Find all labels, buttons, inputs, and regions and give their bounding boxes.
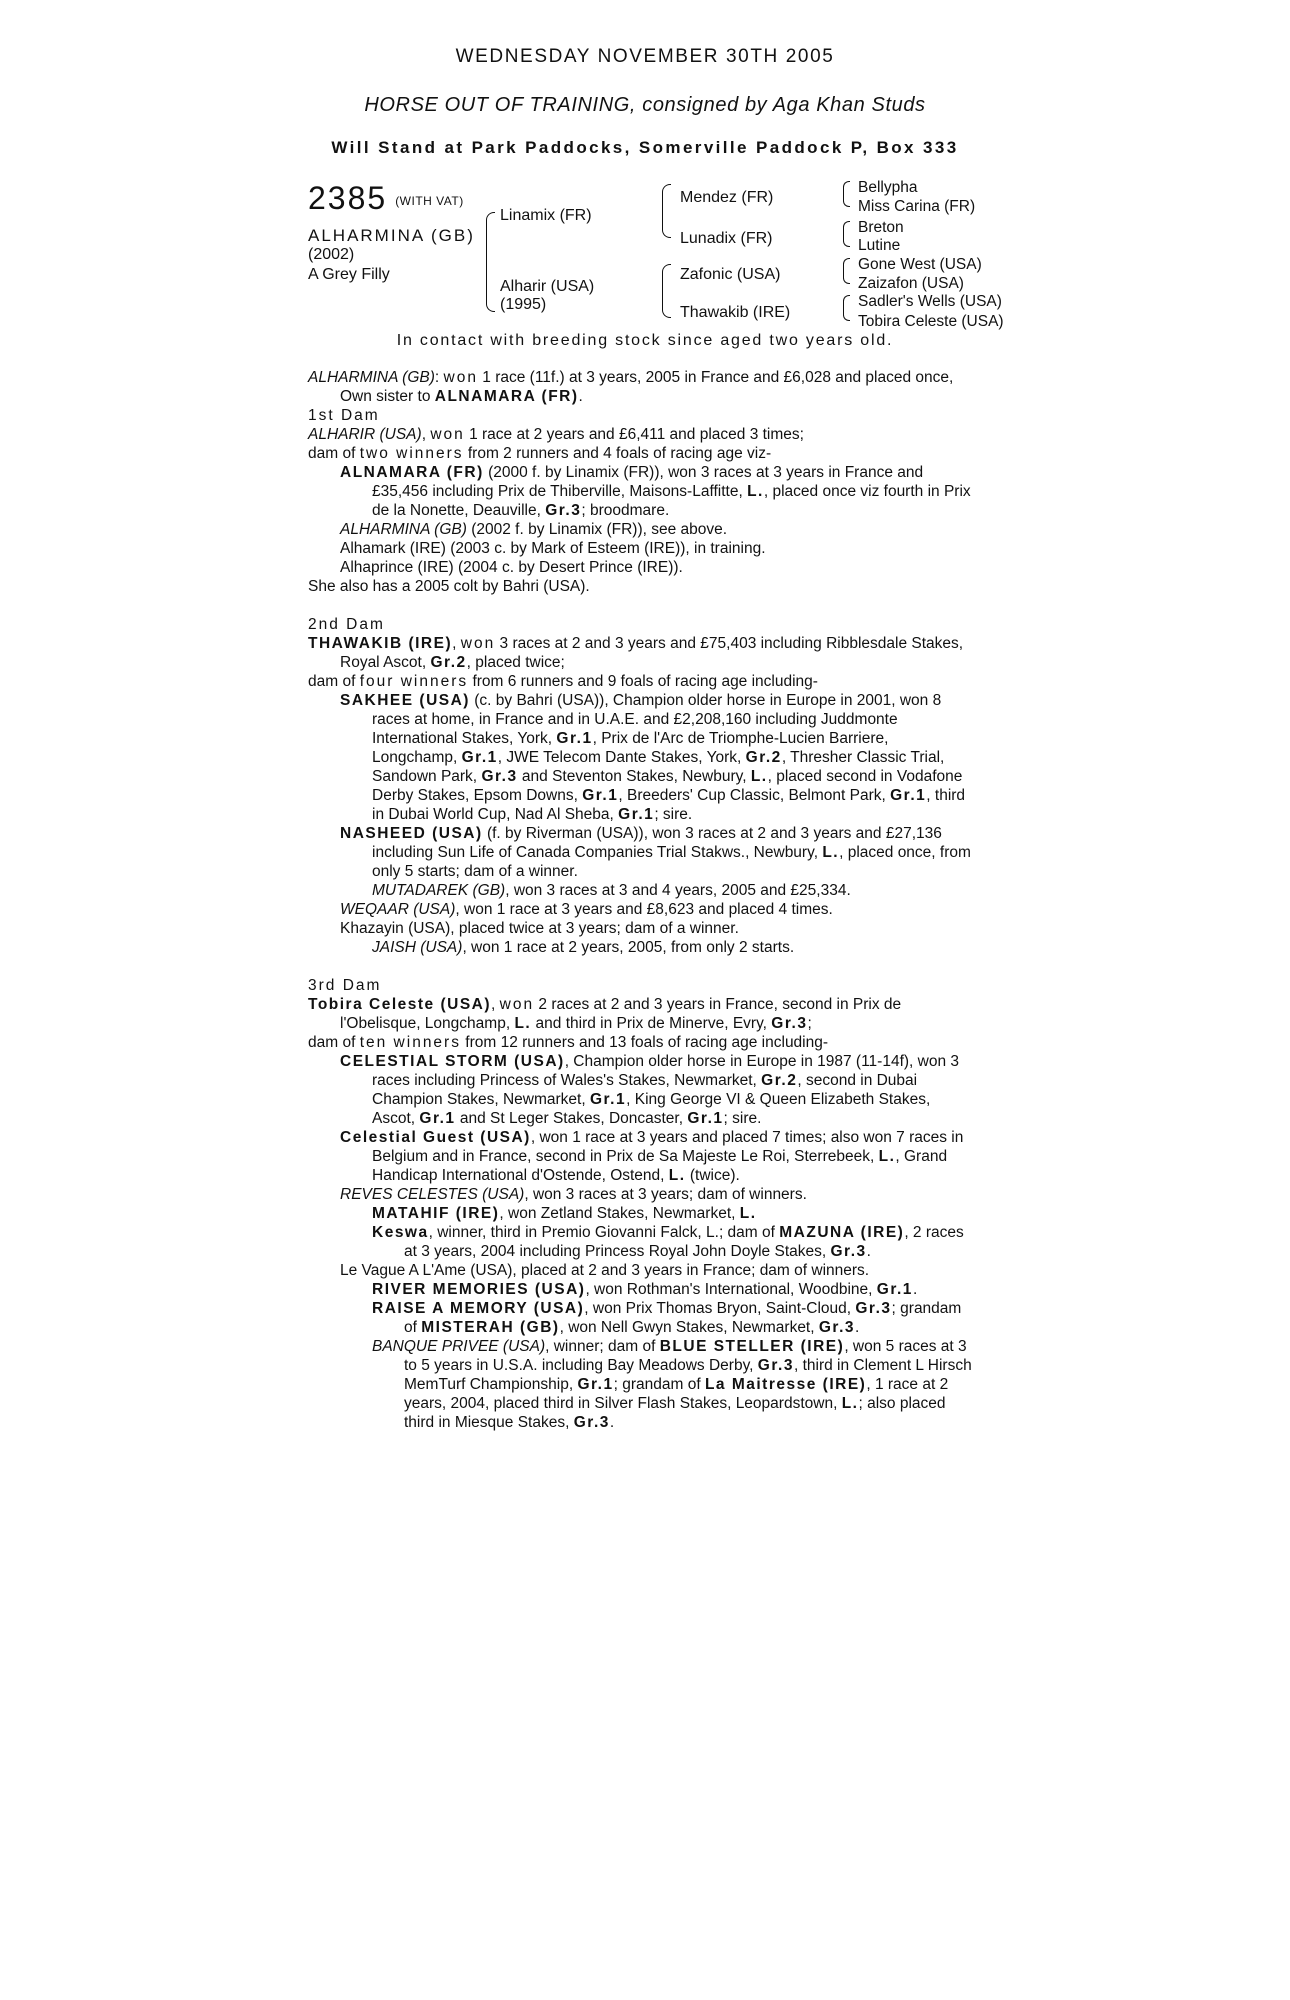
intro-paragraph <box>308 368 976 406</box>
listed-mark: L. <box>747 483 764 500</box>
produce-record: , Prix de l'Arc de Triomphe-Lucien Barriere, Longchamp, <box>372 730 889 766</box>
produce-name: MISTERAH (GB) <box>421 1319 560 1336</box>
fourth-gen-2: Miss Carina (FR) <box>858 198 976 215</box>
produce-record: , second in Dubai Champion Stakes, Newmarket, <box>372 1072 918 1108</box>
sale-date: WEDNESDAY NOVEMBER 30TH 2005 <box>455 46 835 67</box>
produce-record: , Thresher Classic Trial, Sandown Park, <box>372 749 945 785</box>
group-mark: Gr.1 <box>461 749 498 766</box>
won-word: won <box>430 426 465 443</box>
group-mark: Gr.1 <box>618 806 655 823</box>
listed-mark: L. <box>841 1395 859 1412</box>
produce-name: BANQUE PRIVEE (USA) <box>372 1338 546 1355</box>
punct: . <box>855 1319 860 1336</box>
sire-sire: Mendez (FR) <box>680 189 774 206</box>
produce-record: (2002 f. by Linamix (FR)), see above. <box>471 521 728 538</box>
race-record: 1 race at 2 years and £6,411 and placed 3 times; <box>469 426 804 443</box>
produce-record: , won 1 race at 2 years, 2005, from only 2 starts. <box>462 939 795 956</box>
listed-mark: L. <box>750 768 768 785</box>
group-mark: Gr.1 <box>687 1110 724 1127</box>
group-mark: Gr.3 <box>855 1300 892 1317</box>
punct: , <box>421 426 426 443</box>
pedigree-brace-g3 <box>843 258 850 284</box>
produce-name: SAKHEE (USA) <box>340 692 470 709</box>
dam-of: dam of <box>308 1034 356 1051</box>
produce-record: ; grandam of <box>613 1376 701 1393</box>
punct: . <box>866 1243 871 1260</box>
fourth-gen-8: Tobira Celeste (USA) <box>858 313 1004 330</box>
listed-mark: L. <box>822 844 840 861</box>
first-dam-section <box>308 406 976 596</box>
horse-name-ref: ALHARMINA (GB) <box>308 369 435 386</box>
sire: Linamix (FR) <box>500 207 592 224</box>
produce-note: She also has a 2005 colt by Bahri (USA). <box>308 578 590 595</box>
race-record: 3 races at 2 and 3 years and £75,403 including Ribblesdale Stakes, Royal Ascot, <box>340 635 964 671</box>
lot-number-value: 2385 <box>308 180 388 216</box>
produce-record: (f. by Riverman (USA)), won 3 races at 2 and 3 years and £27,136 including Sun Life of Canada Companies Trial Stakws., Newbury, <box>372 825 942 861</box>
race-record: 2 races at 2 and 3 years in France, second in Prix de l'Obelisque, Longchamp, <box>340 996 902 1032</box>
group-mark: Gr.1 <box>556 730 593 747</box>
race-record: , placed twice; <box>466 654 565 671</box>
produce-record: (c. by Bahri (USA)), Champion older horse in Europe in 2001, won 8 races at home, in France and in U.A.E. and £2,208,160 including Juddmonte International Stakes, York, <box>372 692 942 747</box>
produce-record: ; also placed third in Miesque Stakes, <box>404 1395 946 1431</box>
punct: , <box>491 996 496 1013</box>
foals-summary: from 2 runners and 4 foals of racing age viz- <box>467 445 772 462</box>
produce-name: MUTADAREK (GB) <box>372 882 506 899</box>
produce-record: , Grand Handicap International d'Ostende, Ostend, <box>372 1148 948 1184</box>
second-dam-section <box>308 615 976 957</box>
fourth-gen-5: Gone West (USA) <box>858 256 982 273</box>
produce-entry: Alhamark (IRE) (2003 c. by Mark of Esteem (IRE)), in training. <box>340 540 766 557</box>
produce-record: (twice). <box>689 1167 740 1184</box>
group-mark: Gr.2 <box>761 1072 798 1089</box>
produce-record: , third in Dubai World Cup, Nad Al Sheba, <box>372 787 966 823</box>
race-record: and third in Prix de Minerve, Evry, <box>535 1015 767 1032</box>
produce-record: , third in Clement L Hirsch MemTurf Championship, <box>404 1357 972 1393</box>
produce-name: ALNAMARA (FR) <box>340 464 484 481</box>
group-mark: Gr.3 <box>481 768 518 785</box>
horse-year: (2002) <box>308 246 355 263</box>
produce-record: ; sire. <box>654 806 693 823</box>
winners-count: two winners <box>359 445 464 462</box>
fourth-gen-6: Zaizafon (USA) <box>858 275 964 292</box>
group-mark: Gr.3 <box>818 1319 856 1336</box>
group-mark: Gr.1 <box>589 1091 627 1108</box>
dam-dam: Thawakib (IRE) <box>680 304 791 321</box>
produce-entry: Le Vague A L'Ame (USA), placed at 2 and 3 years in France; dam of winners. <box>340 1262 870 1279</box>
produce-name: REVES CELESTES (USA) <box>340 1186 525 1203</box>
produce-entry: Alhaprince (IRE) (2004 c. by Desert Prince (IRE)). <box>340 559 683 576</box>
produce-name: MAZUNA (IRE) <box>779 1224 905 1241</box>
produce-name: WEQAAR (USA) <box>340 901 456 918</box>
produce-name: RAISE A MEMORY (USA) <box>372 1300 585 1317</box>
punct: , <box>452 635 457 652</box>
fourth-gen-3: Breton <box>858 219 904 236</box>
produce-name: La Maitresse (IRE) <box>704 1376 867 1393</box>
listed-mark: L. <box>739 1205 757 1222</box>
sister-name: ALNAMARA (FR) <box>434 388 579 405</box>
winners-count: ten winners <box>359 1034 461 1051</box>
group-mark: Gr.3 <box>757 1357 794 1374</box>
produce-record: ; grandam of <box>404 1300 962 1336</box>
produce-record: (2000 f. by Linamix (FR)), won 3 races at 3 years in France and £35,456 including Prix de Thiberville, Maisons-Laffitte, <box>372 464 924 500</box>
produce-record: , won Zetland Stakes, Newmarket, <box>499 1205 736 1222</box>
produce-name: JAISH (USA) <box>372 939 463 956</box>
produce-record: , won 3 races at 3 and 4 years, 2005 and £25,334. <box>505 882 851 899</box>
foals-summary: from 12 runners and 13 foals of racing age including- <box>465 1034 829 1051</box>
produce-record: , 1 race at 2 years, 2004, placed third in Silver Flash Stakes, Leopardstown, <box>404 1376 949 1412</box>
consignment-line: HORSE OUT OF TRAINING, consigned by Aga Khan Studs <box>364 94 926 116</box>
produce-record: , 2 races at 3 years, 2004 including Princess Royal John Doyle Stakes, <box>404 1224 964 1260</box>
produce-entry: Khazayin (USA), placed twice at 3 years; dam of a winner. <box>340 920 739 937</box>
produce-name: Celestial Guest (USA) <box>340 1129 531 1146</box>
pedigree-brace-main <box>486 212 495 312</box>
pedigree-brace-sire <box>662 184 671 238</box>
lot-number <box>308 180 464 217</box>
produce-record: , placed once, from only 5 starts; dam of a winner. <box>372 844 971 880</box>
pedigree-brace-g2 <box>843 221 850 247</box>
produce-record: , placed once viz fourth in Prix de la Nonette, Deauville, <box>372 483 971 519</box>
produce-name: NASHEED (USA) <box>340 825 483 842</box>
pedigree-brace-dam <box>662 264 671 318</box>
produce-record: , won 1 race at 3 years and placed 7 times; also won 7 races in Belgium and in France, second in Prix de Sa Majeste Le Roi, Sterrebeek, <box>372 1129 964 1165</box>
listed-mark: L. <box>668 1167 686 1184</box>
winners-count: four winners <box>359 673 469 690</box>
group-mark: Gr.3 <box>830 1243 867 1260</box>
third-dam-section <box>308 976 976 1432</box>
produce-record: , winner; dam of <box>545 1338 656 1355</box>
produce-name: RIVER MEMORIES (USA) <box>372 1281 586 1298</box>
dam-name: ALHARIR (USA) <box>308 426 422 443</box>
listed-mark: L. <box>878 1148 896 1165</box>
race-record: 1 race (11f.) at 3 years, 2005 in France and £6,028 and placed once, Own sister to <box>340 369 954 405</box>
punct: : <box>434 369 440 386</box>
produce-record: , winner, third in Premio Giovanni Falck, L.; dam of <box>428 1224 775 1241</box>
produce-name: BLUE STELLER (IRE) <box>659 1338 845 1355</box>
horse-name: ALHARMINA (GB) <box>308 226 475 245</box>
pedigree-brace-g4 <box>843 295 850 321</box>
produce-record: ; broodmare. <box>581 502 670 519</box>
group-mark: Gr.2 <box>745 749 782 766</box>
produce-record: , King George VI & Queen Elizabeth Stakes, Ascot, <box>372 1091 931 1127</box>
produce-record: , JWE Telecom Dante Stakes, York, <box>497 749 742 766</box>
vat-note: (WITH VAT) <box>395 194 464 208</box>
horse-description: A Grey Filly <box>308 266 390 283</box>
dam-of: dam of <box>308 445 356 462</box>
group-mark: Gr.3 <box>545 502 582 519</box>
listed-mark: L. <box>514 1015 532 1032</box>
produce-record: , Champion older horse in Europe in 1987 (11-14f), won 3 races including Princess of Wales's Stakes, Newmarket, <box>372 1053 960 1089</box>
won-word: won <box>499 996 535 1013</box>
group-mark: Gr.1 <box>876 1281 913 1298</box>
produce-name: MATAHIF (IRE) <box>372 1205 500 1222</box>
fourth-gen-4: Lutine <box>858 237 901 254</box>
produce-record: , won 3 races at 3 years; dam of winners. <box>524 1186 807 1203</box>
produce-record: , won Nell Gwyn Stakes, Newmarket, <box>559 1319 815 1336</box>
produce-record: , won Rothman's International, Woodbine, <box>585 1281 873 1298</box>
dam: Alharir (USA) <box>500 278 595 295</box>
dam-name: Tobira Celeste (USA) <box>308 996 492 1013</box>
produce-record: and St Leger Stakes, Doncaster, <box>459 1110 684 1127</box>
produce-record: , won Prix Thomas Bryon, Saint-Cloud, <box>584 1300 852 1317</box>
produce-record: , won 5 races at 3 to 5 years in U.S.A. including Bay Meadows Derby, <box>404 1338 967 1374</box>
dam-year: (1995) <box>500 296 547 313</box>
first-dam-heading: 1st Dam <box>308 407 380 424</box>
fourth-gen-7: Sadler's Wells (USA) <box>858 293 1002 310</box>
group-mark: Gr.1 <box>582 787 619 804</box>
dam-name: THAWAKIB (IRE) <box>308 635 453 652</box>
fourth-gen-1: Bellypha <box>858 179 918 196</box>
second-dam-heading: 2nd Dam <box>308 616 385 633</box>
produce-record: , placed second in Vodafone Derby Stakes, Epsom Downs, <box>372 768 963 804</box>
group-mark: Gr.1 <box>890 787 927 804</box>
produce-record: ; sire. <box>723 1110 762 1127</box>
produce-record: , won 1 race at 3 years and £8,623 and placed 4 times. <box>455 901 833 918</box>
produce-record: and Steventon Stakes, Newbury, <box>521 768 747 785</box>
punct: . <box>912 1281 918 1298</box>
sire-dam: Lunadix (FR) <box>680 230 773 247</box>
produce-name: ALHARMINA (GB) <box>340 521 467 538</box>
punct: . <box>609 1414 615 1431</box>
third-dam-heading: 3rd Dam <box>308 977 382 994</box>
produce-record: , Breeders' Cup Classic, Belmont Park, <box>618 787 886 804</box>
group-mark: Gr.1 <box>577 1376 614 1393</box>
stand-location: Will Stand at Park Paddocks, Somerville Paddock P, Box 333 <box>331 138 959 157</box>
pedigree-brace-g1 <box>843 181 850 207</box>
punct: ; <box>807 1015 812 1032</box>
group-mark: Gr.1 <box>419 1110 456 1127</box>
group-mark: Gr.3 <box>573 1414 610 1431</box>
dam-sire: Zafonic (USA) <box>680 266 781 283</box>
produce-name: CELESTIAL STORM (USA) <box>340 1053 565 1070</box>
dam-of: dam of <box>308 673 356 690</box>
group-mark: Gr.3 <box>771 1015 808 1032</box>
won-word: won <box>460 635 496 652</box>
produce-name: Keswa <box>372 1224 429 1241</box>
contact-note: In contact with breeding stock since aged two years old. <box>396 332 894 349</box>
punct: . <box>578 388 583 405</box>
won-word: won <box>443 369 478 386</box>
group-mark: Gr.2 <box>430 654 467 671</box>
foals-summary: from 6 runners and 9 foals of racing age including- <box>472 673 818 690</box>
